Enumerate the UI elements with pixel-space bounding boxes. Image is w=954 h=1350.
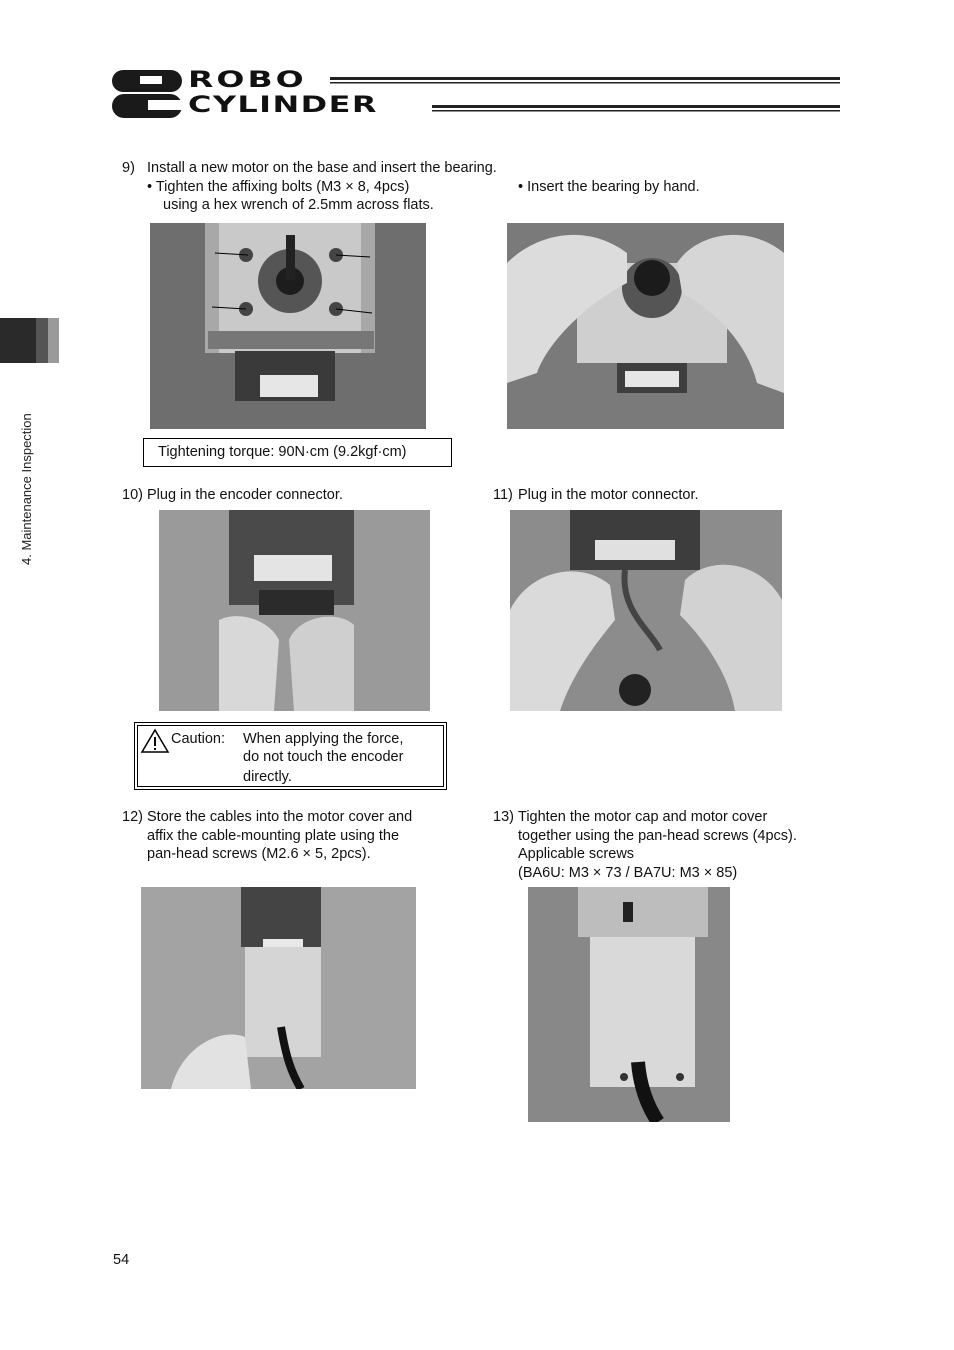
photo-insert-bearing [507, 223, 784, 429]
step13-line-2: together using the pan-head screws (4pcs). [518, 828, 797, 844]
page-number: 54 [113, 1252, 130, 1268]
step13-line-4: (BA6U: M3 × 73 / BA7U: M3 × 85) [518, 865, 738, 881]
step10-number: 10) [122, 487, 143, 503]
step9-text: Install a new motor on the base and insert the bearing. [147, 160, 497, 176]
side-tab-marker-mid [36, 318, 48, 363]
photo-cable-mounting-plate [141, 887, 416, 1089]
section-label: 4. Maintenance Inspection [19, 413, 34, 565]
caution-line-2: do not touch the encoder [243, 749, 404, 765]
step12-line-1: Store the cables into the motor cover and [147, 809, 413, 825]
warning-icon [140, 728, 170, 754]
step10-text: Plug in the encoder connector. [147, 487, 343, 503]
logo-text-cylinder: CYLINDER [188, 93, 378, 118]
photo-motor-cover-screws [528, 887, 730, 1122]
step9-bullet-left-2: using a hex wrench of 2.5mm across flats. [163, 197, 434, 213]
caution-label: Caution: [171, 731, 226, 747]
step9-bullet-right: • Insert the bearing by hand. [518, 179, 700, 195]
photo-encoder-connector [159, 510, 430, 711]
caution-line-1: When applying the force, [243, 731, 404, 747]
side-tab-marker [0, 318, 36, 363]
photo-motor-base-bolts [150, 223, 426, 429]
torque-note-box [143, 438, 452, 467]
step9-number: 9) [122, 160, 135, 176]
step11-text: Plug in the motor connector. [518, 487, 699, 503]
step13-line-1: Tighten the motor cap and motor cover [518, 809, 768, 825]
step13-number: 13) [493, 809, 514, 825]
caution-line-3: directly. [243, 769, 292, 785]
step12-line-3: pan-head screws (M2.6 × 5, 2pcs). [147, 846, 371, 862]
step12-number: 12) [122, 809, 143, 825]
logo-text-robo: ROBO [188, 68, 307, 93]
side-tab-marker-light [48, 318, 59, 363]
step11-number: 11) [493, 487, 513, 503]
step13-line-3: Applicable screws [518, 846, 635, 862]
step9-bullet-left-1: • Tighten the affixing bolts (M3 × 8, 4pcs) [147, 179, 410, 195]
torque-note-text: Tightening torque: 90N·cm (9.2kgf·cm) [158, 444, 407, 460]
photo-motor-connector [510, 510, 782, 711]
step12-line-2: affix the cable-mounting plate using the [147, 828, 400, 844]
